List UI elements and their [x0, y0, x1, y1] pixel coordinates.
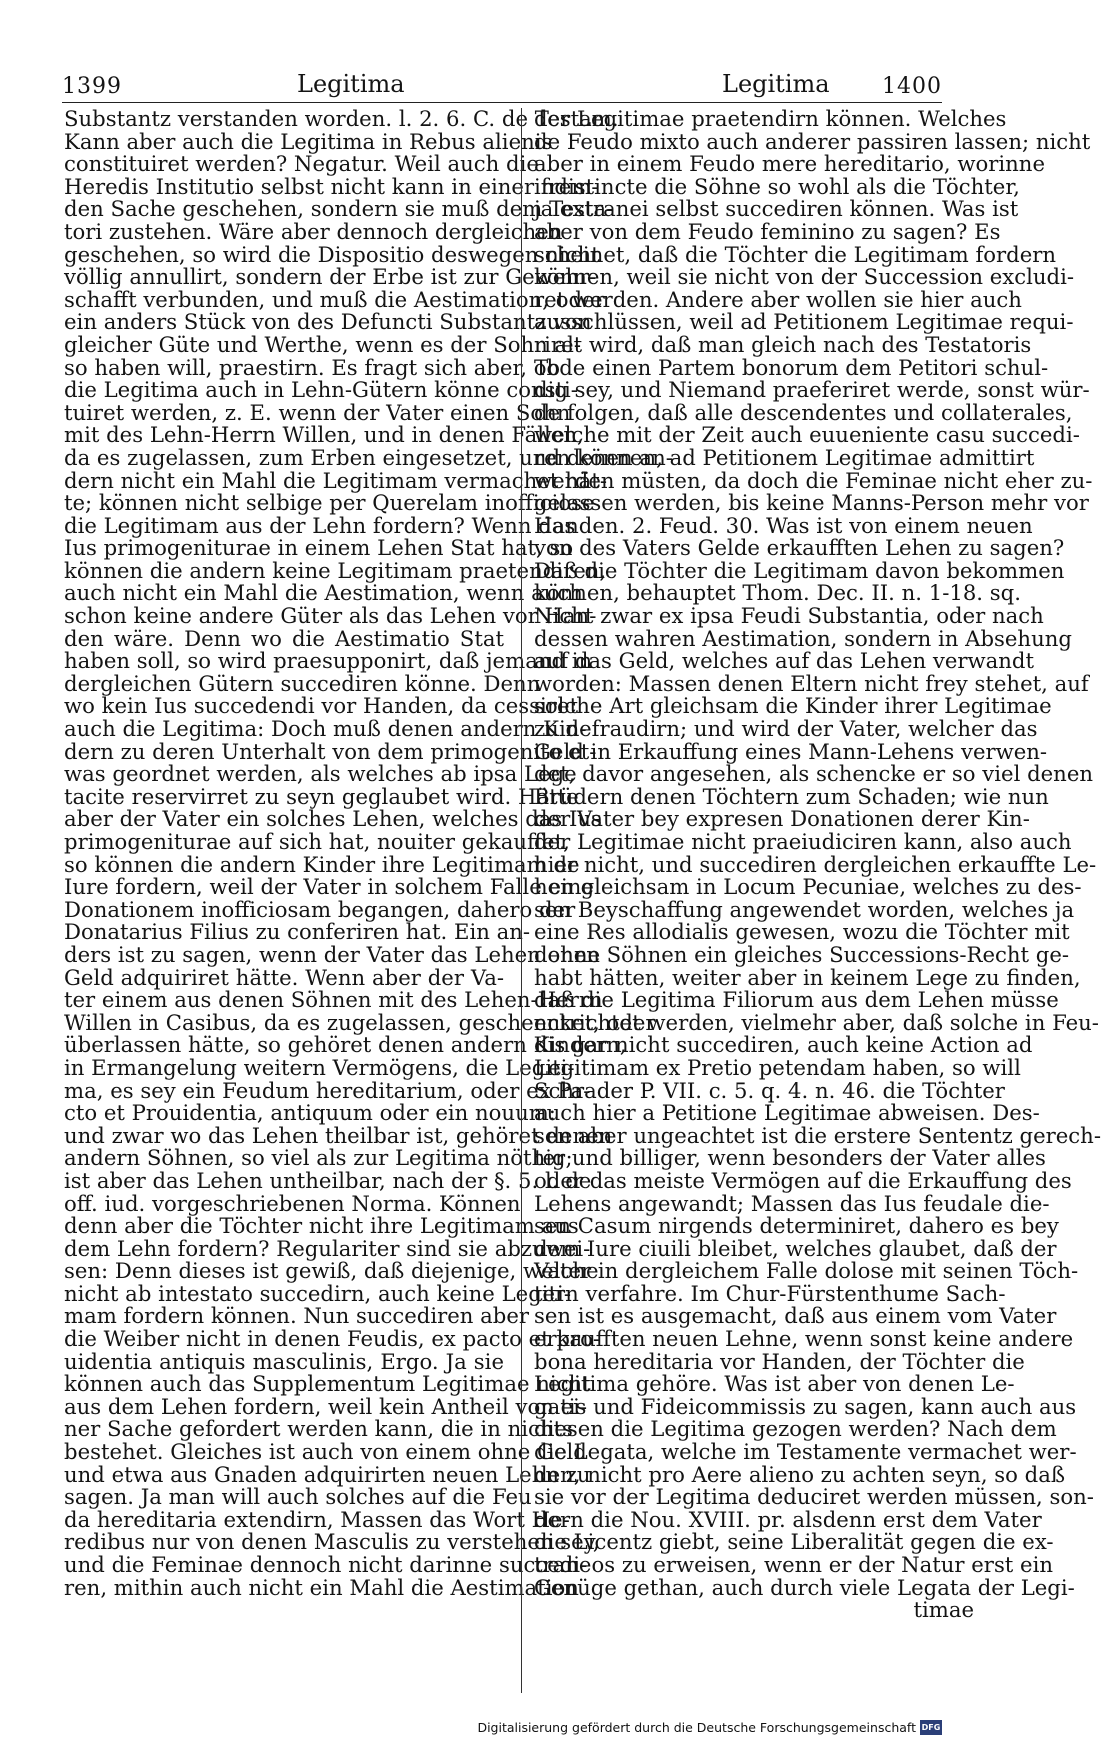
text-line: Handen. 2. Feud. 30. Was ist von einem neuen [534, 512, 1033, 538]
left-page-number: 1399 [62, 74, 122, 99]
text-line: timae [913, 1597, 974, 1623]
text-line: te; können nicht selbige per Querelam inofficiose [64, 490, 595, 516]
text-line: habt hätten, weiter aber in keinem Lege zu finden, [534, 964, 1081, 990]
text-line: traneos zu erweisen, wenn er der Natur erst ein [534, 1552, 1054, 1577]
text-line: ja extranei selbst succediren können. Was ist [534, 196, 1019, 222]
text-line: entrichtet werden, vielmehr aber, daß solche in Feu- [534, 1009, 1099, 1035]
text-line: aber in einem Feudo mere hereditario, worinne [534, 151, 1045, 177]
text-line: die Legata, welche im Testamente vermachet wer- [534, 1439, 1077, 1465]
text-line: die Licentz giebt, seine Liberalität gegen die ex- [534, 1529, 1054, 1555]
text-line: Vater in dergleichem Falle dolose mit seinen Töch- [534, 1258, 1079, 1284]
text-line: können, behauptet Thom. Dec. II. n. 1-18. sq. [534, 580, 1021, 606]
text-line: geschehen, so wird die Dispositio deswegen nicht [64, 241, 600, 267]
dfg-logo: DFG [920, 1720, 942, 1735]
text-line: ma, es sey ein Feudum hereditarium, oder ex Pa- [64, 1077, 591, 1103]
text-line: Brüdern denen Töchtern zum Schaden; wie nun [534, 783, 1049, 809]
text-line: den, nicht pro Aere alieno zu achten seyn, so daß [534, 1461, 1066, 1487]
text-line: werden müsten, da doch die Feminae nicht eher zu- [534, 467, 1093, 493]
text-line: indistincte die Söhne so wohl als die Töchter, [534, 173, 1020, 199]
text-line: oder das meiste Vermögen auf die Erkauffung des [534, 1167, 1072, 1193]
text-line: da hereditaria extendirn, Massen das Wort He- [64, 1506, 570, 1532]
text-line: constituiret werden? Negatur. Weil auch die [64, 151, 539, 177]
text-line: diesen die Legitima gezogen werden? Nach dem [534, 1416, 1057, 1442]
text-line: ren, mithin auch nicht ein Mahl die Aestimation [64, 1574, 579, 1600]
text-line: tuiret werden, z. E. wenn der Vater einen Sohn [64, 399, 571, 425]
text-line: auch nicht ein Mahl die Aestimation, wenn auch [64, 580, 583, 606]
text-line: Ius primogeniturae in einem Lehen Stat hat, so [64, 535, 574, 561]
text-line: völlig annullirt, sondern der Erbe ist zur Gewehr- [64, 264, 597, 290]
text-line: Kann aber auch die Legitima in Rebus alienis [64, 128, 553, 154]
right-running-title: Legitima [722, 70, 830, 98]
text-line: was geordnet werden, als welches ab ipsa Lege [64, 761, 577, 787]
text-line: ist aber das Lehen untheilbar, nach der §. 5. l. de [64, 1167, 592, 1193]
text-line: zu defraudirn; und wird der Vater, welcher das [534, 716, 1038, 742]
text-line: ders ist zu sagen, wenn der Vater das Lehen ohne [64, 941, 601, 967]
text-line: ter und billiger, wenn besonders der Vater alles [534, 1145, 1046, 1171]
text-line: bona hereditaria vor Handen, der Töchter die [534, 1348, 1025, 1374]
text-line: auch hier a Petitione Legitimae abweisen. Des- [534, 1100, 1040, 1126]
text-line: dergleichen Gütern succediren könne. Denn [64, 670, 541, 696]
text-line: cto et Prouidentia, antiquum oder ein nouum: [64, 1100, 556, 1126]
text-line: sen Beyschaffung angewendet worden, welches ja [534, 896, 1075, 922]
text-line: der Legitimae nicht praeiudiciren kann, also auch [534, 829, 1072, 854]
text-line: gleicher Güte und Werthe, wenn es der Sohn al- [64, 331, 582, 357]
text-line: in Ermangelung weitern Vermögens, die Legiti- [64, 1054, 575, 1080]
left-running-title: Legitima [297, 70, 405, 98]
text-line: die Weiber nicht in denen Feudis, ex pacto et pro- [64, 1326, 601, 1352]
text-line: Substantz verstanden worden. l. 2. 6. C. de Testam. [64, 106, 619, 131]
text-line: daß die Legitima Filiorum aus dem Lehen müsse [534, 987, 1059, 1013]
text-line: tacite reservirret zu seyn geglaubet wird. Hätte [64, 783, 579, 809]
text-line: Donatarius Filius zu conferiren hat. Ein an- [64, 919, 531, 945]
text-line: Legitima gehöre. Was ist aber von denen Le- [534, 1371, 1015, 1397]
text-line: ein anders Stück von des Defuncti Substantz von [64, 309, 592, 335]
text-line: aus dem Lehen fordern, weil kein Antheil von ei- [64, 1393, 588, 1419]
text-line: schon keine andere Güter als das Lehen vor Han- [64, 603, 597, 629]
text-line: sen Casum nirgends determiniret, dahero es bey [534, 1213, 1059, 1239]
text-line: sie vor der Legitima deduciret werden müssen, son- [534, 1484, 1094, 1510]
text-line: der Vater bey expresen Donationen derer Kin- [534, 806, 1030, 832]
text-line: ret werden. Andere aber wollen sie hier auch [534, 286, 1022, 312]
text-line: sen aber ungeachtet ist die erstere Sententz gerech- [534, 1122, 1101, 1148]
text-line: so haben will, praestirn. Es fragt sich aber, ob [64, 354, 561, 380]
text-line: ren können, ad Petitionem Legitimae admittirt [534, 444, 1035, 470]
text-line: den wäre. Denn wo die Aestimatio Stat [64, 625, 504, 651]
text-line: erkaufften neuen Lehne, wenn sonst keine andere [534, 1326, 1074, 1352]
text-line: überlassen hätte, so gehöret denen andern Kindern, [64, 1032, 627, 1058]
column-divider [521, 108, 522, 1693]
text-line: auch die Legitima: Doch muß denen andern Kin- [64, 716, 587, 742]
text-line: primogeniturae auf sich hat, nouiter gekauffet, [64, 829, 570, 854]
text-line: scheinet, daß die Töchter die Legitimam fordern [534, 241, 1057, 267]
text-line: die Legitimam aus der Lehn fordern? Wenn das [64, 512, 576, 538]
text-line: und die Feminae dennoch nicht darinne succedi- [64, 1552, 588, 1577]
text-line: mam fordern können. Nun succediren aber [64, 1303, 530, 1329]
text-line: Nicht zwar ex ipsa Feudi Substantia, oder nach [534, 603, 1044, 629]
text-line: det, davor angesehen, als schencke er so viel denen [534, 761, 1094, 787]
text-line: Geld in Erkauffung eines Mann-Lehens verwen- [534, 738, 1048, 764]
right-text-column [534, 106, 1101, 1700]
text-line: dern die Nou. XVIII. pr. alsdenn erst dem Vater [534, 1506, 1042, 1532]
digitization-credit: Digitalisierung gefördert durch die Deutsche Forschungsgemeinschaft [477, 1720, 916, 1735]
text-line: Donationem inofficiosam begangen, dahero der [64, 896, 576, 922]
text-line: dern nicht ein Mahl die Legitimam vermachet hät- [64, 467, 607, 493]
text-line: da es zugelassen, zum Erben eingesetzet, und denen an- [64, 444, 673, 470]
text-line: von des Vaters Gelde erkaufften Lehen zu sagen? [534, 535, 1065, 561]
text-line: welche mit der Zeit auch euueniente casu succedi- [534, 422, 1080, 448]
text-line: hier nicht, und succediren dergleichen erkauffte Le- [534, 851, 1097, 877]
text-line: aber der Vater ein solches Lehen, welches das Ius [64, 806, 602, 832]
text-line: aber von dem Feudo feminino zu sagen? Es [534, 218, 1001, 244]
text-line: sen: Denn dieses ist gewiß, daß diejenige, welche [64, 1258, 599, 1284]
text-line: denn aber die Töchter nicht ihre Legitimam aus [64, 1213, 579, 1239]
text-line: dig sey, und Niemand praeferiret werde, sonst wür- [534, 377, 1090, 403]
text-line: können die andern keine Legitimam praetendiren, [64, 557, 607, 583]
text-line: den Sache geschehen, sondern sie muß dem Testa- [64, 196, 614, 222]
text-line: sagen. Ja man will auch solches auf die Feu [64, 1484, 532, 1510]
text-line: Willen in Casibus, da es zugelassen, geschencket, oder [64, 1009, 656, 1035]
text-line: und zwar wo das Lehen theilbar ist, gehöret denen [64, 1122, 613, 1148]
text-line: Tode einen Partem bonorum dem Petitori schul- [534, 354, 1049, 380]
text-line: wo kein Ius succedendi vor Handen, da cessiret [64, 693, 578, 719]
text-line: haben soll, so wird praesupponirt, daß jemand in [64, 648, 593, 674]
text-line: bestehet. Gleiches ist auch von einem ohne Geld [64, 1439, 587, 1465]
text-line: ausschlüssen, weil ad Petitionem Legitimae requi- [534, 309, 1074, 335]
text-line: auf das Geld, welches auf das Lehen verwandt [534, 648, 1034, 674]
text-line: der Legitimae praetendirn können. Welches [534, 106, 1007, 131]
text-line: die Legitima auch in Lehn-Gütern könne consti- [64, 377, 578, 403]
header-rule [62, 102, 942, 103]
text-line: gelassen werden, bis keine Manns-Person mehr vor [534, 490, 1089, 516]
text-line: riret wird, daß man gleich nach des Testatoris [534, 331, 1032, 357]
text-line: solche Art gleichsam die Kinder ihrer Legitimae [534, 693, 1052, 719]
text-line: Lehens angewandt; Massen das Ius feudale die- [534, 1190, 1050, 1216]
text-line: andern Söhnen, so viel als zur Legitima nöthig; [64, 1145, 573, 1171]
text-line: Geld adquiriret hätte. Wenn aber der Va- [64, 964, 504, 990]
left-text-column [64, 106, 673, 1700]
text-line: so können die andern Kinder ihre Legitimam de [64, 851, 580, 877]
text-line: hen gleichsam in Locum Pecuniae, welches zu des- [534, 874, 1082, 900]
text-line: Legitimam ex Pretio petendam haben, so will [534, 1054, 1021, 1080]
text-line: können auch das Supplementum Legitimae nicht [64, 1371, 591, 1397]
text-line: dem Lehn fordern? Regulariter sind sie abzuwei- [64, 1235, 591, 1261]
text-line: ter einem aus denen Söhnen mit des Lehen-Herrn [64, 987, 603, 1013]
text-line: de folgen, daß alle descendentes und collaterales, [534, 399, 1073, 425]
text-line: ner Sache gefordert werden kann, die in nichts [64, 1416, 573, 1442]
text-line: dis gar nicht succediren, auch keine Action ad [534, 1032, 1033, 1058]
text-line: eine Res allodialis gewesen, wozu die Töchter mit [534, 919, 1070, 945]
text-line: tern verfahre. Im Chur-Fürstenthume Sach- [534, 1280, 1006, 1306]
text-line: redibus nur von denen Masculis zu verstehen sey, [64, 1529, 600, 1555]
text-line: gatis und Fideicommissis zu sagen, kann auch aus [534, 1393, 1077, 1419]
text-line: nicht ab intestato succedirn, auch keine Legiti- [64, 1280, 571, 1306]
text-line: und etwa aus Gnaden adquirirten neuen Lehn zu [64, 1461, 591, 1487]
text-line: de Feudo mixto auch anderer passiren lassen; nicht [534, 128, 1091, 154]
page-footer [0, 1716, 1000, 1744]
text-line: Iure fordern, weil der Vater in solchem Falle eine [64, 874, 594, 900]
right-page-number: 1400 [882, 74, 942, 99]
text-line: worden: Massen denen Eltern nicht frey stehet, auf [534, 670, 1089, 696]
text-line: dem Iure ciuili bleibet, welches glaubet, daß der [534, 1235, 1057, 1261]
text-line: schafft verbunden, und muß die Aestimation, oder [64, 286, 605, 312]
text-line: uidentia antiquis masculinis, Ergo. Ja sie [64, 1348, 504, 1374]
text-line: Daß die Töchter die Legitimam davon bekommen [534, 557, 1065, 583]
text-line: Genüge gethan, auch durch viele Legata der Legi- [534, 1574, 1075, 1600]
text-line: denen Söhnen ein gleiches Successions-Recht ge- [534, 941, 1070, 967]
text-line: dessen wahren Aestimation, sondern in Absehung [534, 625, 1072, 651]
text-line: mit des Lehn-Herrn Willen, und in denen Fällen, [64, 422, 584, 448]
text-line: Heredis Institutio selbst nicht kann in einer frem- [64, 173, 599, 199]
text-line: off. iud. vorgeschriebenen Norma. Können [64, 1190, 521, 1216]
text-line: Schrader P. VII. c. 5. q. 4. n. 46. die Töchter [534, 1077, 1005, 1103]
text-line: können, weil sie nicht von der Succession excludi- [534, 264, 1075, 290]
text-line: tori zustehen. Wäre aber dennoch dergleichen [64, 218, 563, 244]
text-line: dern zu deren Unterhalt von dem primogenito et- [64, 738, 597, 764]
text-line: sen ist es ausgemacht, daß aus einem vom Vater [534, 1303, 1057, 1329]
